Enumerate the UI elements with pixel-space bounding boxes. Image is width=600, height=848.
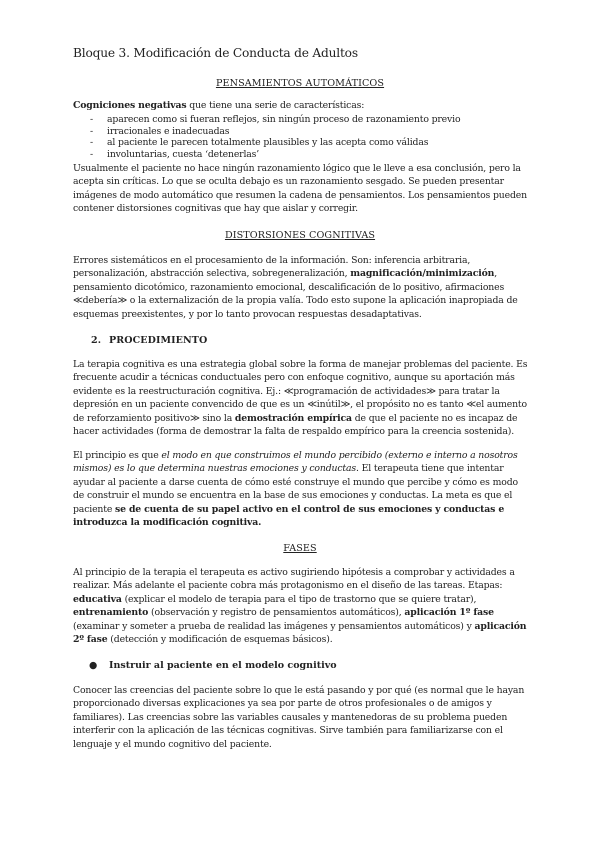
paragraph-phases: Al principio de la terapia el terapeuta es activo sugiriendo hipótesis a comprobar y actividades a realizar. Más adelante el paciente cobra más protagonismo en el diseño de las tareas. Etapas: educativa (explicar el modelo de terapia para el tipo de trastorno que se quiere tratar), entrenamiento (observación y registro de pensamientos automáticos), aplicación 1º fase (examinar y someter a prueba de realidad las imágenes y pensamientos automáticos) y aplicación 2º fase (detección y modificación de esquemas básicos). xyxy=(73,567,527,646)
bold-term: Cogniciones negativas xyxy=(73,100,187,111)
paragraph-automatic-thoughts: Usualmente el paciente no hace ningún razonamiento lógico que le lleve a esa conclusión, pero la acepta sin críticas. Lo que se oculta debajo es un razonamiento sesgado. Se pueden presentar imágenes de modo automático que resumen la cadena de pensamientos. Los pensamientos pueden contener distorsiones cognitivas que hay que aislar y corregir. xyxy=(73,163,527,215)
phase-entrenamiento: entrenamiento xyxy=(73,607,149,619)
paragraph-distortions: Errores sistemáticos en el procesamiento de la información. Son: inferencia arbitraria, personalización, abstracción selectiva, sobregeneralización, magnificación/minimización, pensamiento dicotómico, razonamiento emocional, descalificación de lo positivo, afirmaciones ≪debería≫ o la externalización de la propia valía. Todo esto supone la aplicación inapropiada de esquemas preexistentes, y por lo tanto provocan respuestas desadaptativas. xyxy=(73,255,518,320)
intro-text: que tiene una serie de características: xyxy=(186,100,365,111)
characteristics-list xyxy=(90,114,530,160)
section-heading-distortions xyxy=(0,230,600,241)
list-item: - involuntarias, cuesta ‘detenerlas’ xyxy=(90,148,260,160)
section-number: 2. xyxy=(91,335,102,346)
list-item: - aparecen como si fueran reflejos, sin ningún proceso de razonamiento previo xyxy=(90,114,461,125)
phase-aplicacion-2: aplicación 2º fase xyxy=(73,620,527,646)
phase-educativa: educativa xyxy=(73,593,122,605)
subsection-heading-instruct xyxy=(89,660,337,671)
heading-text: FASES xyxy=(283,543,317,554)
phase-aplicacion-1: aplicación 1º fase xyxy=(404,607,494,619)
section-heading-phases xyxy=(0,543,600,554)
list-item: - al paciente le parecen totalmente plausibles y las acepta como válidas xyxy=(90,137,429,149)
heading-text: Instruir al paciente en el modelo cognitivo xyxy=(109,660,337,671)
intro-line xyxy=(73,99,531,112)
bold-term: demostración empírica xyxy=(234,412,352,424)
section-heading-automatic-thoughts xyxy=(0,78,600,89)
page-header-title: Bloque 3. Modificación de Conducta de Adultos xyxy=(73,46,358,60)
bullet-icon: ● xyxy=(89,660,98,671)
paragraph-procedure-2: El principio es que el modo en que construimos el mundo percibido (externo e interno a nosotros mismos) es lo que determina nuestras emociones y conductas. El terapeuta tiene que intentar ayudar al paciente a darse cuenta de cómo esté construye el mundo que percibe y cómo es modo de construir el mundo se encuentra en la base de sus emociones y conductas. La meta es que el paciente se de cuenta de su papel activo en el control de sus emociones y conductas e introduzca la modificación cognitiva. xyxy=(73,450,518,529)
heading-text: PENSAMIENTOS AUTOMÁTICOS xyxy=(215,78,385,89)
bold-term: magnificación/minimización xyxy=(350,268,495,280)
section-heading-procedure xyxy=(91,335,207,346)
bold-phrase: se de cuenta de su papel activo en el control de sus emociones y conductas e introduzca la modificación cognitiva. xyxy=(73,503,505,529)
heading-text: DISTORSIONES COGNITIVAS xyxy=(224,230,376,241)
paragraph-instruct: Conocer las creencias del paciente sobre lo que le está pasando y por qué (es normal que le hayan proporcionado diversas explicaciones ya sea por parte de otros profesionales o de amigos y familiares). Las creencias sobre las variables causales y mantenedoras de su problema pueden interferir con la aplicación de las técnicas cognitivas. Sirve también para familiarizarse con el lenguaje y el mundo cognitivo del paciente. xyxy=(73,685,525,750)
italic-phrase: el modo en que construimos el mundo percibido (externo e interno a nosotros mismos) es lo que determina nuestras emociones y conductas. xyxy=(73,450,518,475)
paragraph-procedure-1: La terapia cognitiva es una estrategia global sobre la forma de manejar problemas del paciente. Es frecuente acudir a técnicas conductuales pero con enfoque cognitivo, aunque su aportación más evidente es la reestructuración cognitiva. Ej.: ≪programación de actividades≫ para tratar la depresión en un paciente convencido de que es un ≪inútil≫, el propósito no es tanto ≪el aumento de reforzamiento positivo≫ sino la demostración empírica de que el paciente no es incapaz de hacer actividades (forma de demostrar la falta de respaldo empírico para la creencia sostenida). xyxy=(73,359,528,438)
heading-text: PROCEDIMIENTO xyxy=(109,335,208,346)
list-item: - irracionales e inadecuadas xyxy=(90,125,230,137)
